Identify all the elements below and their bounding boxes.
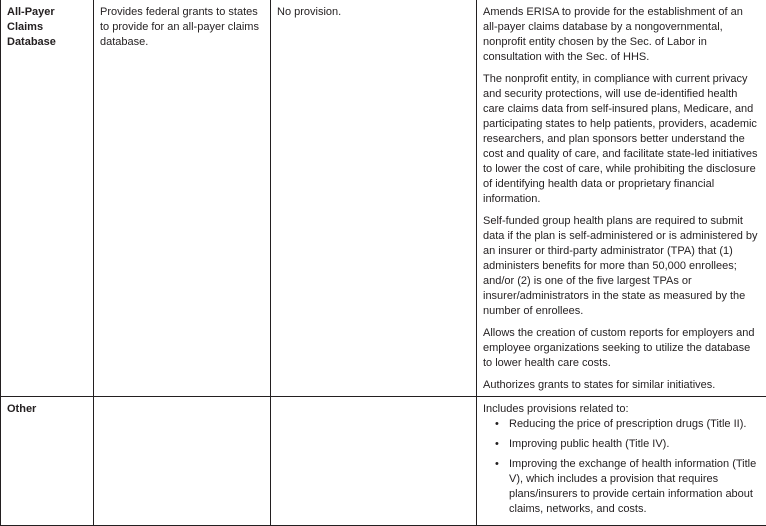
row-label: Other [7, 402, 87, 417]
paragraph: Amends ERISA to provide for the establishment of an all-payer claims database by a nongovernmental, nonprofit entity chosen by the Sec. of Labor in consultation with the Sec. of HHS. [483, 5, 760, 65]
row-label-cell [1, 0, 94, 397]
table-cell [271, 397, 477, 526]
cell-text: No provision. [277, 5, 470, 20]
row-label: All-Payer Claims Database [7, 5, 69, 50]
bullet-list [483, 417, 760, 517]
bullet-intro: Includes provisions related to: [483, 402, 760, 417]
table-cell [94, 0, 271, 397]
paragraph: Allows the creation of custom reports for employers and employee organizations seeking to utilize the database to lower health care costs. [483, 326, 760, 371]
table-cell [477, 0, 766, 397]
row-label-cell [1, 397, 94, 526]
list-item: • Improving public health (Title IV). [483, 437, 760, 452]
paragraph: Authorizes grants to states for similar initiatives. [483, 378, 760, 393]
table-cell [477, 397, 766, 526]
table-row-all-payer [1, 0, 766, 397]
paragraph: Self-funded group health plans are required to submit data if the plan is self-administered or is administered by an insurer or third-party administrator (TPA) that (1) administers benefits for more than 50,000 enrollees; and/or (2) is one of the five largest TPAs or insurer/administrators in the state as measured by the number of enrollees. [483, 214, 760, 319]
list-item: • Improving the exchange of health information (Title V), which includes a provision that requires plans/insurers to provide certain information about claims, networks, and costs. [483, 457, 760, 517]
cell-text: Provides federal grants to states to provide for an all-payer claims database. [100, 5, 264, 50]
list-item: • Reducing the price of prescription drugs (Title II). [483, 417, 760, 432]
table-cell [271, 0, 477, 397]
table-row-other [1, 397, 766, 526]
paragraph: The nonprofit entity, in compliance with current privacy and security protections, will use de-identified health care claims data from self-insured plans, Medicare, and participating states to help patients, providers, academic researchers, and plan sponsors better understand the cost and quality of care, and facilitate state-led initiatives to lower the cost of care, while prohibiting the disclosure of identifying health data or proprietary financial information. [483, 72, 760, 207]
table-cell [94, 397, 271, 526]
